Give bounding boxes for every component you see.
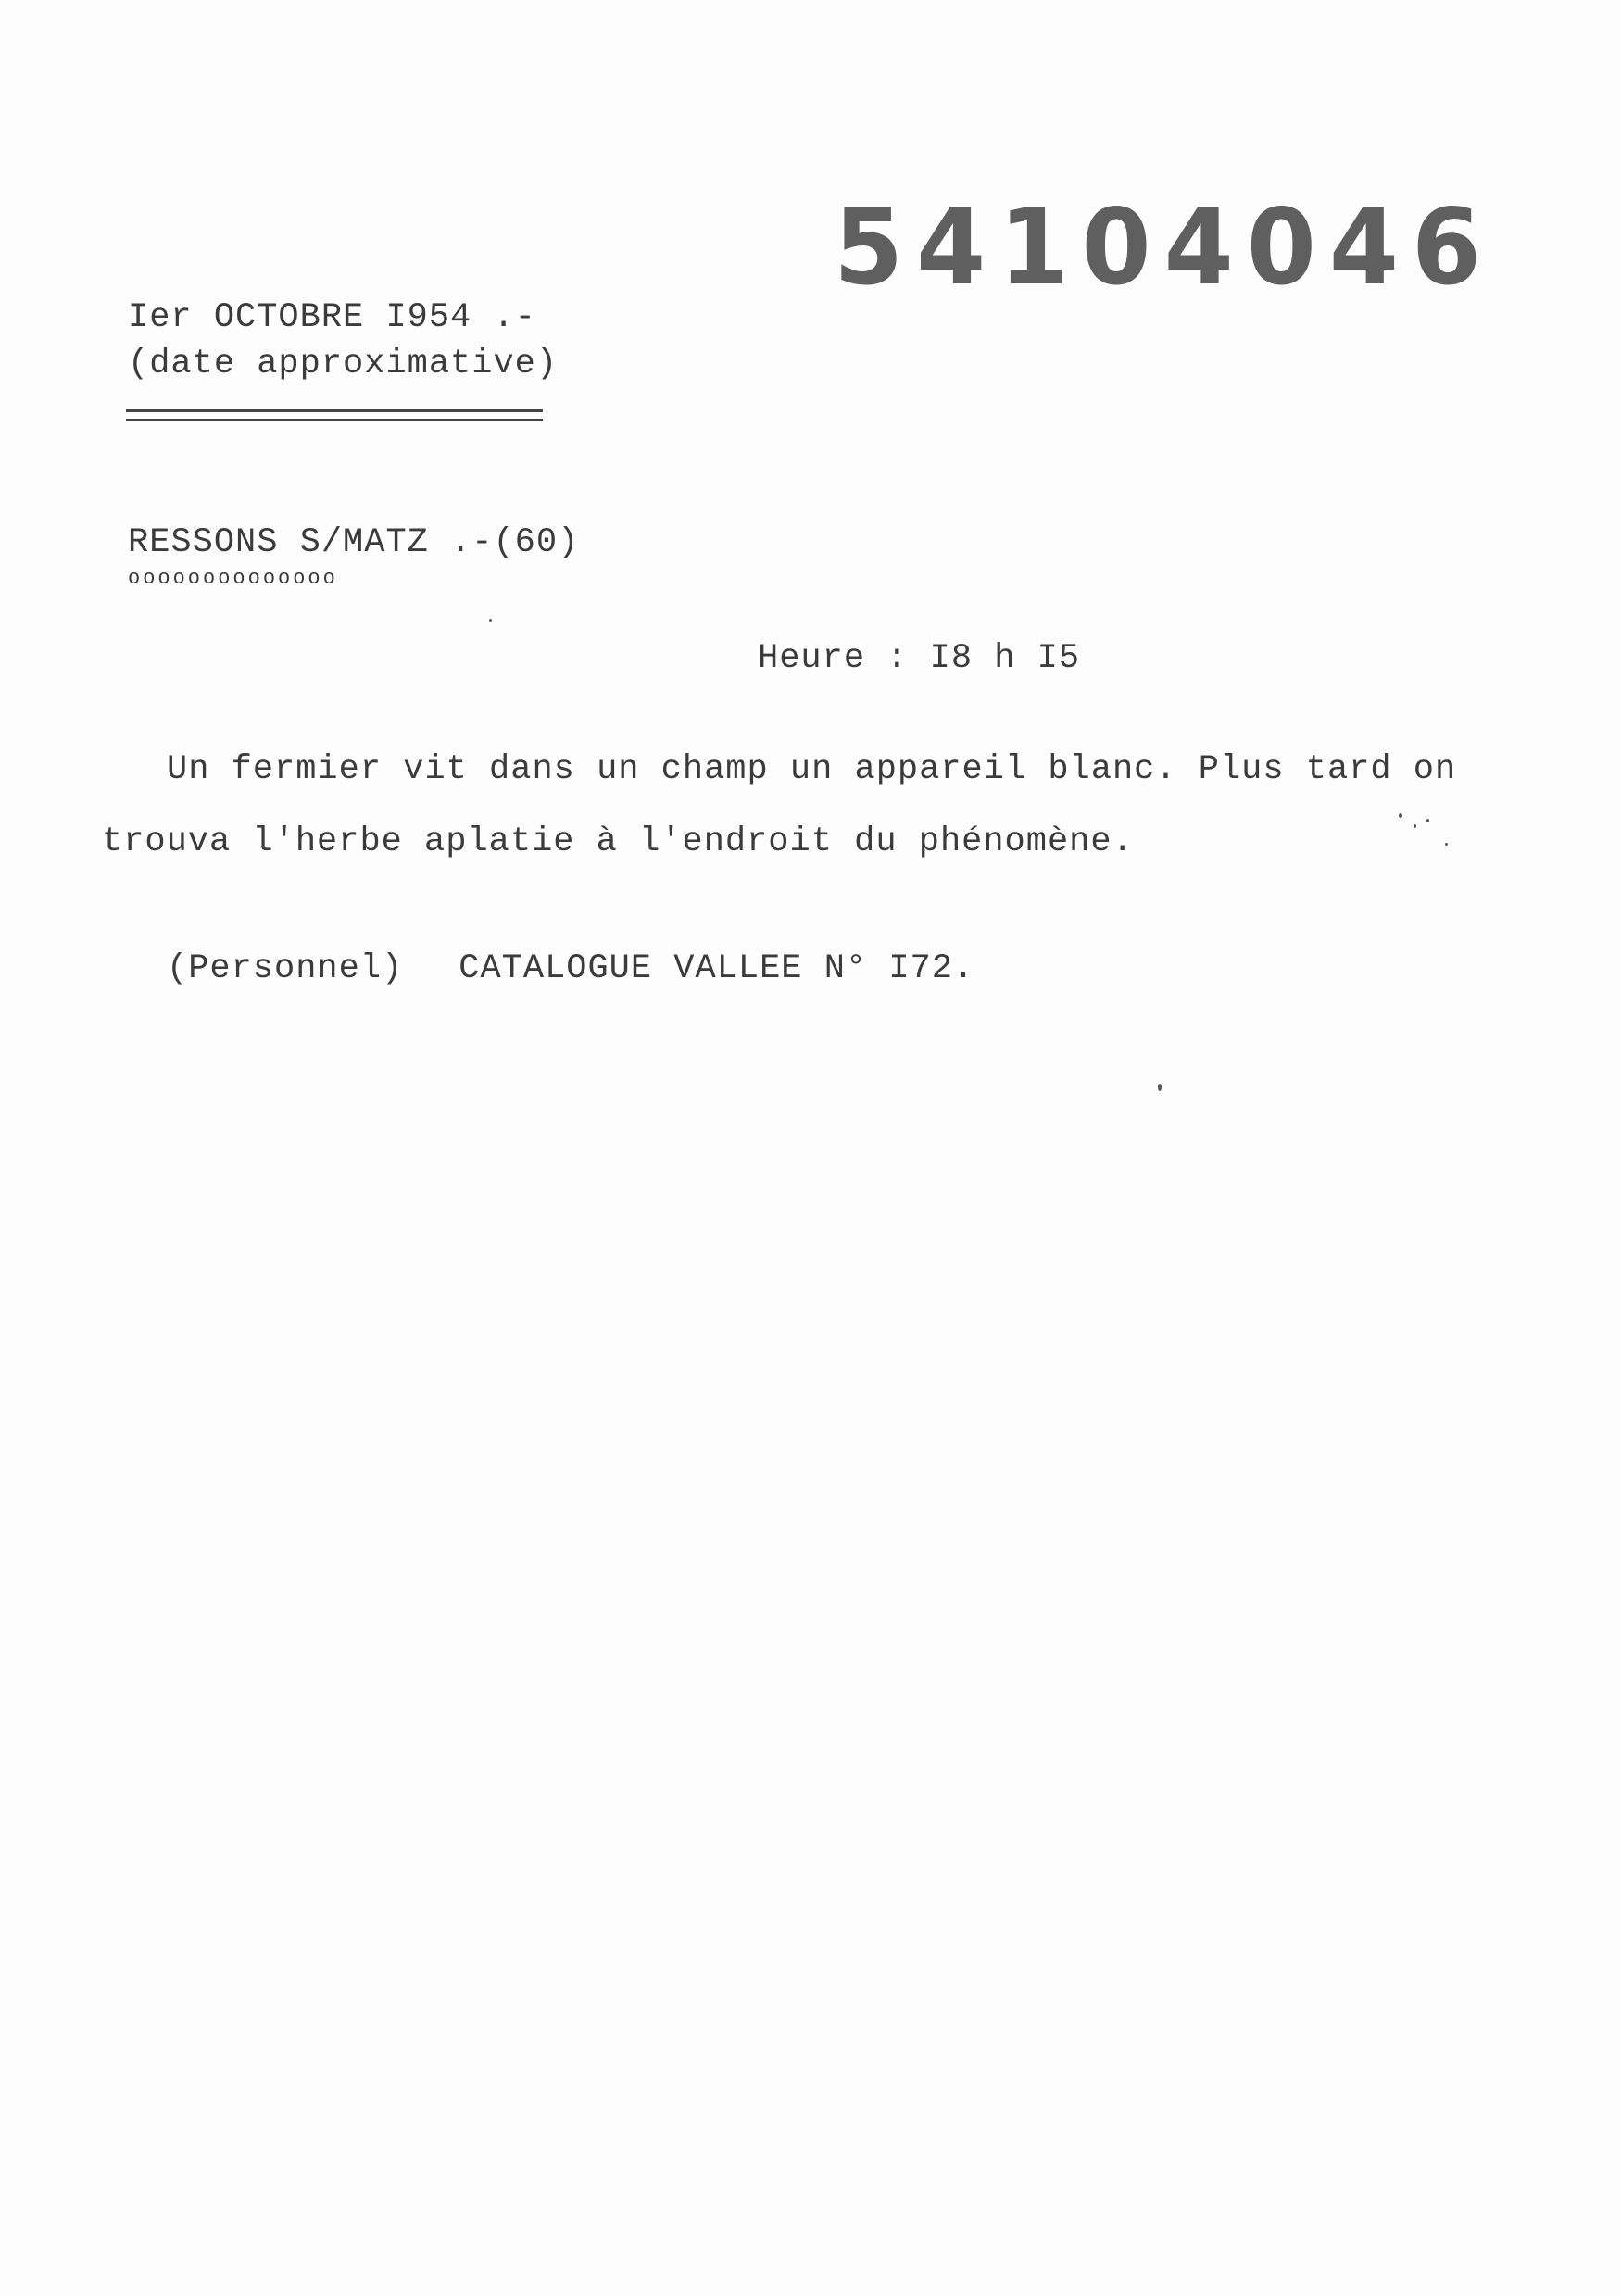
reference-number-stamp: 54104046 — [834, 186, 1495, 309]
source-label: (Personnel) — [167, 949, 404, 988]
time-of-event: Heure : I8 h I5 — [758, 639, 1081, 678]
ink-speck — [1414, 824, 1416, 828]
ink-speck — [1399, 813, 1402, 818]
date-double-underline-bottom — [126, 419, 543, 421]
ink-speck — [489, 619, 492, 622]
report-date-note: (date approximative) — [128, 345, 559, 383]
ink-speck — [1426, 819, 1429, 822]
reference-line — [167, 949, 974, 988]
ink-speck — [1158, 1084, 1162, 1091]
location-heading: RESSONS S/MATZ .-(60) — [128, 523, 580, 562]
ink-speck — [1445, 843, 1448, 846]
body-text-line-2: trouva l'herbe aplatie à l'endroit du phénomène. — [102, 822, 1134, 861]
body-text-line-1: Un fermier vit dans un champ un appareil blanc. Plus tard on — [167, 750, 1457, 789]
report-date: Ier OCTOBRE I954 .- — [128, 298, 536, 337]
date-double-underline-top — [126, 409, 543, 412]
location-underline: oooooooooooooo — [128, 567, 338, 590]
catalogue-reference: CATALOGUE VALLEE N° I72. — [459, 949, 975, 988]
